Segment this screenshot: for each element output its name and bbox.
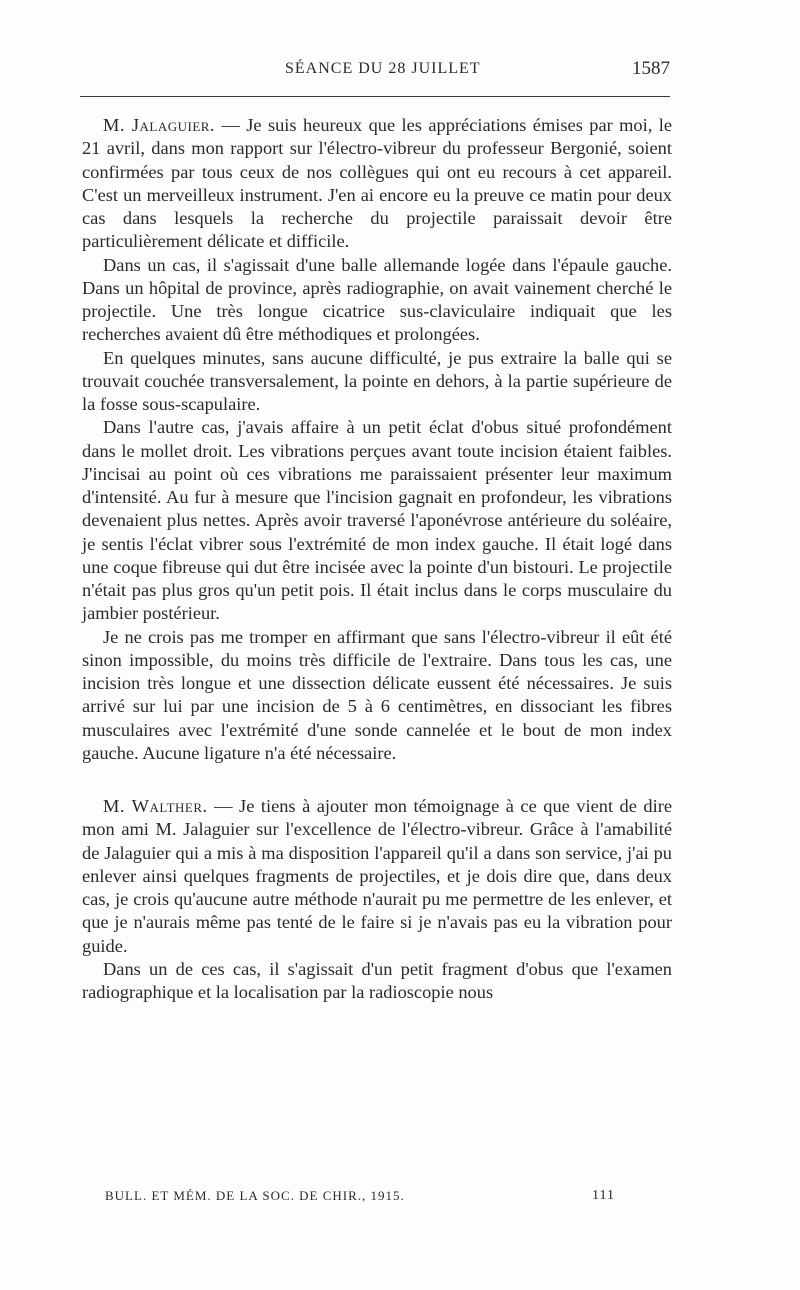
header-title: SÉANCE DU 28 JUILLET (285, 60, 481, 77)
body-text (82, 114, 672, 1004)
speaker-name: M. Jalaguier. (103, 115, 216, 135)
paragraph: Dans un de ces cas, il s'agissait d'un petit fragment d'obus que l'examen radiographique et la localisation par la radioscopie nous (82, 958, 672, 1002)
paragraph: M. Jalaguier. — Je suis heureux que les appréciations émises par moi, le 21 avril, dans mon rapport sur l'électro-vibreur du professeur Bergonié, soient confirmées par tous ceux de nos collègues qui ont eu recours à cet appareil. C'est un merveilleux instrument. J'en ai encore eu la preuve ce matin pour deux cas dans lesquels la recherche du projectile paraissait devoir être particulièrement délicate et difficile. (82, 115, 672, 252)
journal-citation: BULL. ET MÉM. DE LA SOC. DE CHIR., 1915. (105, 1188, 405, 1203)
page-number: 1587 (632, 58, 670, 79)
paragraph: Je ne crois pas me tromper en affirmant que sans l'électro-vibreur il eût été sinon impossible, du moins très difficile de l'extraire. Dans tous les cas, une incision très longue et une dissection délicate eussent été nécessaires. Je suis arrivé sur lui par une incision de 5 à 6 centimètres, en dissociant les fibres musculaires avec l'extrémité d'une sonde cannelée et le bout de mon index gauche. Aucune ligature n'a été nécessaire. (82, 626, 672, 763)
footer (105, 1188, 615, 1204)
paragraph: En quelques minutes, sans aucune difficulté, je pus extraire la balle qui se trouvait couchée transversalement, la pointe en dehors, à la partie supérieure de la fosse sous-scapulaire. (82, 347, 672, 414)
speaker-name: M. Walther. (103, 796, 208, 816)
paragraph: Dans l'autre cas, j'avais affaire à un petit éclat d'obus situé profondément dans le mollet droit. Les vibrations perçues avant toute incision étaient faibles. J'incisai au point où ces vibrations me paraissaient présenter leur maximum d'intensité. Au fur à mesure que l'incision gagnait en profondeur, les vibrations devenaient plus nettes. Après avoir traversé l'aponévrose antérieure du soléaire, je sentis l'éclat vibrer sous l'extrémité de mon index gauche. Il était logé dans une coque fibreuse qui dut être incisée avec la pointe d'un bistouri. Le projectile n'était pas plus gros qu'un petit pois. Il était inclus dans le corps musculaire du jambier postérieur. (82, 417, 672, 624)
running-header (80, 58, 670, 84)
header-rule (80, 96, 670, 97)
paragraph: Dans un cas, il s'agissait d'une balle allemande logée dans l'épaule gauche. Dans un hôpital de province, après radiographie, on avait vainement cherché le projectile. Une très longue cicatrice sus-claviculaire indiquait que les recherches avaient dû être méthodiques et prolongées. (82, 254, 672, 345)
section-gap (82, 765, 672, 795)
signature-mark: 111 (592, 1188, 615, 1203)
paragraph: M. Walther. — Je tiens à ajouter mon témoignage à ce que vient de dire mon ami M. Jalaguier sur l'excellence de l'électro-vibreur. Grâce à l'amabilité de Jalaguier qui a mis à ma disposition l'appareil qu'il a dans son service, j'ai pu enlever ainsi quelques fragments de projectiles, et je dois dire que, dans deux cas, je crois qu'aucune autre méthode n'aurait pu me permettre de les enlever, et que je n'aurais même pas tenté de le faire si je n'avais pas eu la vibration pour guide. (82, 796, 673, 956)
